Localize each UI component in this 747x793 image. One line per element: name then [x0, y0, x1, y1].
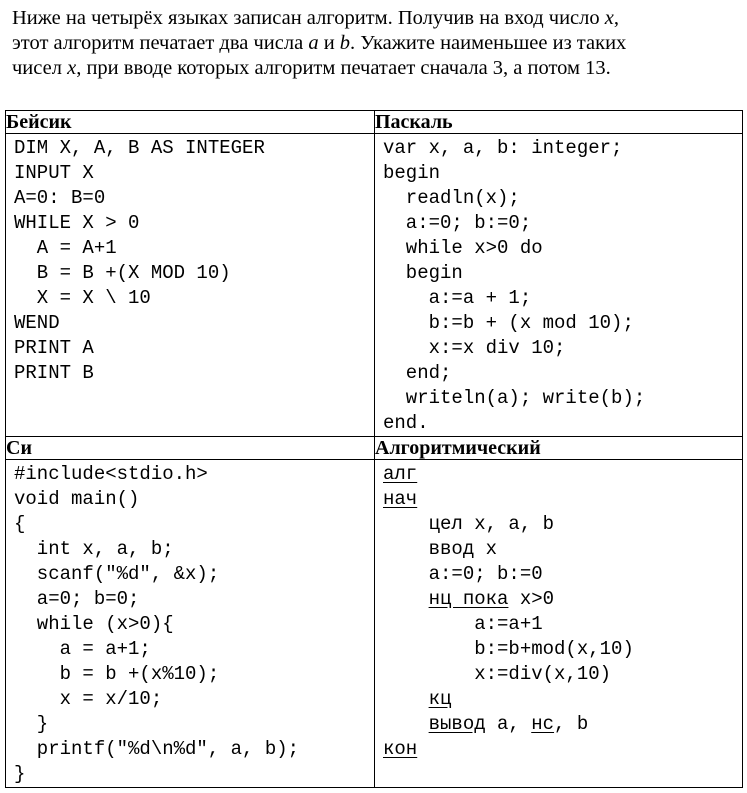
code-line: DIM X, A, B AS INTEGER — [14, 137, 265, 159]
code-line: void main() — [14, 488, 140, 510]
code-line: a:=0; b:=0 — [383, 563, 543, 585]
keyword-vyvod: вывод — [428, 713, 486, 735]
code-line: { — [14, 513, 26, 535]
header-row-bottom — [6, 437, 743, 460]
c-code — [6, 460, 374, 787]
code-line: end; — [383, 362, 452, 384]
code-line: end. — [383, 412, 429, 434]
code-line: while x>0 do — [383, 237, 543, 259]
task-text: чисел — [12, 57, 68, 79]
cell-c — [6, 460, 375, 788]
keyword-nach: нач — [383, 488, 418, 510]
code-line: A = A+1 — [14, 237, 117, 259]
code-line: printf("%d\n%d", a, b); — [14, 738, 300, 760]
code-line — [383, 462, 742, 487]
code-line: X = X \ 10 — [14, 287, 151, 309]
code-line — [383, 737, 742, 762]
code-line: while (x>0){ — [14, 613, 174, 635]
task-text: , при вводе которых алгоритм печатает сначала 3, а потом 13. — [76, 57, 611, 79]
code-line: WHILE X > 0 — [14, 212, 140, 234]
code-line: } — [14, 713, 49, 735]
loop-condition: x>0 — [508, 588, 555, 610]
task-line-3 — [12, 56, 737, 81]
code-row-bottom — [6, 460, 743, 788]
code-line — [383, 587, 742, 612]
code-line: readln(x); — [383, 187, 520, 209]
cell-pascal — [375, 134, 743, 437]
code-line: b = b +(x%10); — [14, 663, 220, 685]
code-line: writeln(a); write(b); — [383, 387, 646, 409]
code-line — [383, 712, 742, 737]
variable-b: b — [339, 32, 351, 54]
code-line: a:=0; b:=0; — [383, 212, 532, 234]
code-line: a=0; b=0; — [14, 588, 140, 610]
keyword-nc-poka: нц пока — [428, 588, 509, 610]
code-line: x:=div(x,10) — [383, 663, 612, 685]
code-line: x:=x div 10; — [383, 337, 566, 359]
task-text: , — [613, 7, 619, 29]
keyword-alg: алг — [383, 463, 418, 485]
code-line: int x, a, b; — [14, 538, 174, 560]
code-line: INPUT X — [14, 162, 94, 184]
code-line: B = B +(X MOD 10) — [14, 262, 231, 284]
variable-a: a — [308, 32, 319, 54]
code-line: scanf("%d", &x); — [14, 563, 220, 585]
task-text: и — [318, 32, 340, 54]
code-line: var x, a, b: integer; — [383, 137, 623, 159]
basic-code — [6, 134, 374, 386]
variable-x: x — [604, 7, 614, 29]
header-algo: Алгоритмический — [375, 437, 743, 460]
code-line: #include<stdio.h> — [14, 463, 208, 485]
output-args: , b — [554, 713, 589, 735]
cell-algo — [375, 460, 743, 788]
code-line: } — [14, 763, 26, 785]
task-line-1 — [12, 6, 737, 31]
code-row-top — [6, 134, 743, 437]
code-line: b:=b+mod(x,10) — [383, 638, 634, 660]
code-line: a = a+1; — [14, 638, 151, 660]
code-line — [383, 687, 742, 712]
keyword-ns: нс — [531, 713, 555, 735]
code-line: b:=b + (x mod 10); — [383, 312, 634, 334]
code-line: цел x, a, b — [383, 513, 555, 535]
cell-basic — [6, 134, 375, 437]
code-line: a:=a+1 — [383, 613, 543, 635]
code-line: a:=a + 1; — [383, 287, 532, 309]
header-row-top — [6, 111, 743, 134]
code-line: A=0: B=0 — [14, 187, 106, 209]
code-line: PRINT B — [14, 362, 94, 384]
task-text: . Укажите наименьшее из таких — [350, 32, 627, 54]
task-text: этот алгоритм печатает два числа — [12, 32, 309, 54]
pascal-code — [375, 134, 742, 436]
code-table — [5, 110, 743, 788]
code-line: x = x/10; — [14, 688, 163, 710]
header-pascal: Паскаль — [375, 111, 743, 134]
task-statement — [12, 6, 737, 81]
keyword-kc: кц — [428, 688, 452, 710]
code-line: WEND — [14, 312, 60, 334]
code-line: begin — [383, 262, 463, 284]
header-c: Си — [6, 437, 375, 460]
algo-code — [375, 460, 742, 762]
code-line: ввод x — [383, 538, 498, 560]
output-args: a, — [485, 713, 532, 735]
code-line — [383, 487, 742, 512]
keyword-kon: кон — [383, 738, 418, 760]
header-basic: Бейсик — [6, 111, 375, 134]
variable-x: x — [67, 57, 77, 79]
code-line: begin — [383, 162, 441, 184]
code-line: PRINT A — [14, 337, 94, 359]
task-line-2 — [12, 31, 737, 56]
task-text: Ниже на четырёх языках записан алгоритм. Получив на вход число — [12, 7, 605, 29]
